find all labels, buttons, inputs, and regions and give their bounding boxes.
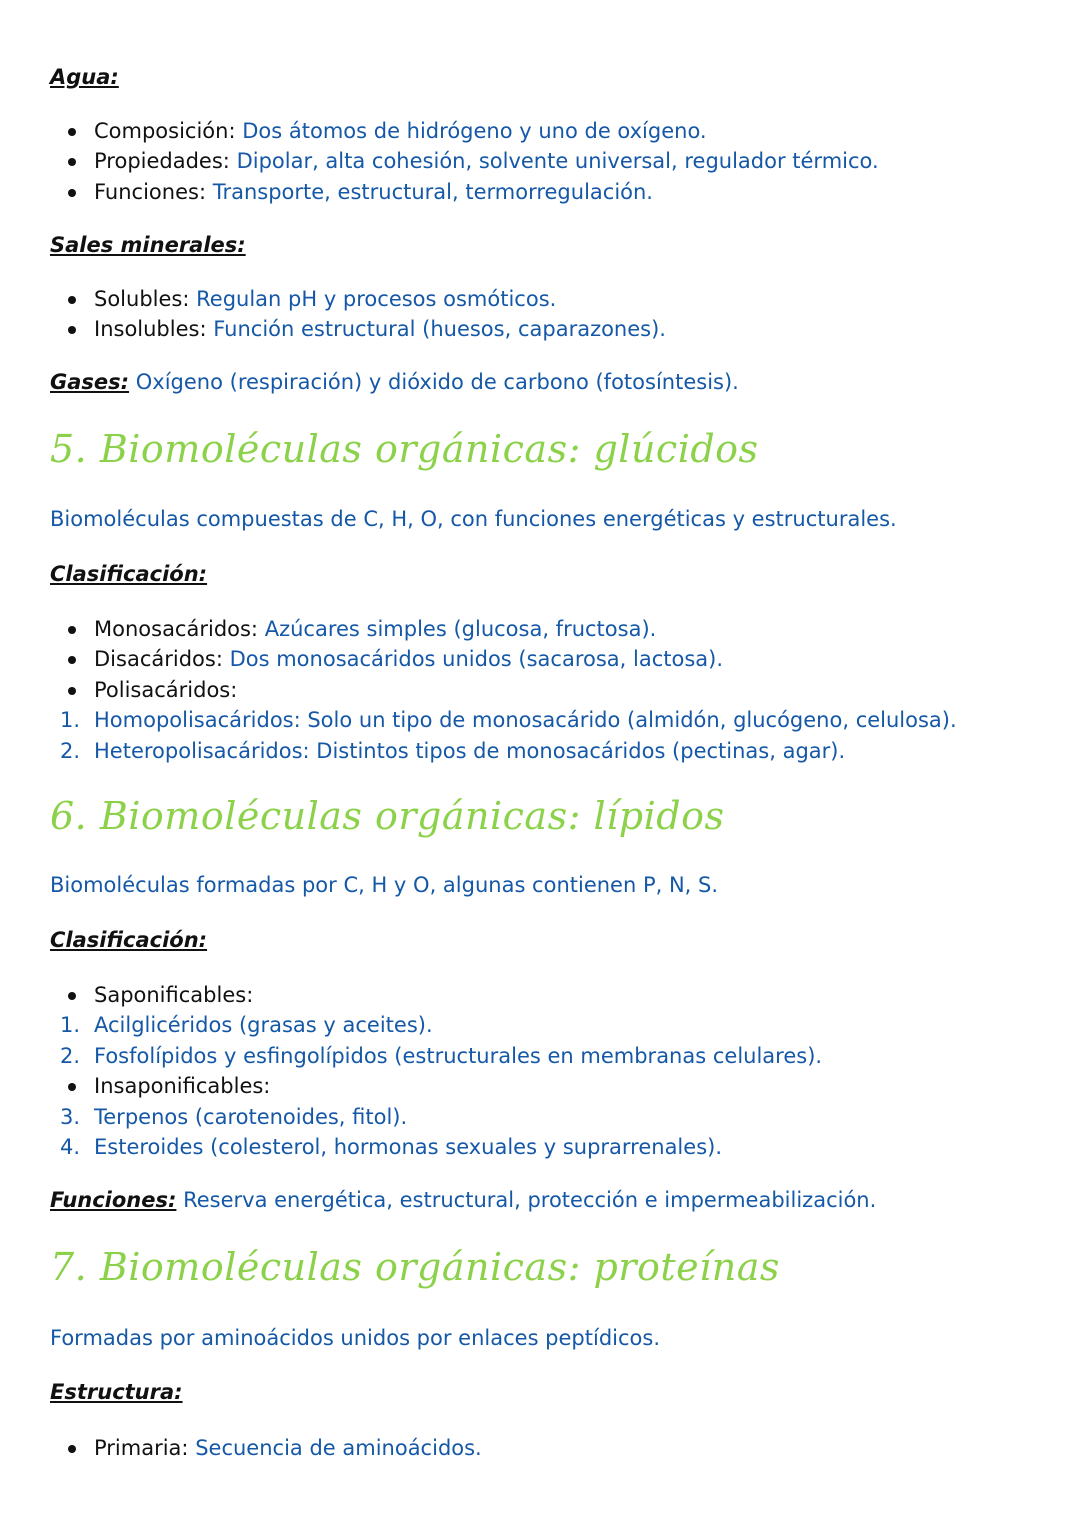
item-key: Disacáridos: xyxy=(94,647,223,672)
item-text: Fosfolípidos y esfingolípidos (estructurales en membranas celulares). xyxy=(94,1043,823,1068)
section-6-class-label-block xyxy=(50,925,1040,955)
list-item xyxy=(50,284,1040,314)
item-text: Acilglicéridos (grasas y aceites). xyxy=(94,1013,433,1038)
section-6-list xyxy=(50,980,1040,1162)
item-key: Saponificables: xyxy=(94,983,254,1007)
salts-list xyxy=(50,284,1040,345)
list-item xyxy=(50,980,1040,1010)
item-number: 1. xyxy=(60,708,81,733)
water-list xyxy=(50,116,1040,207)
list-item xyxy=(50,1132,1040,1162)
list-item xyxy=(50,614,1040,644)
gases-label: Gases: xyxy=(50,370,130,394)
item-text: Esteroides (colesterol, hormonas sexuales y suprarrenales). xyxy=(94,1135,723,1160)
item-key: Solubles: xyxy=(94,287,190,311)
list-item xyxy=(50,644,1040,674)
list-item xyxy=(50,1041,1040,1071)
list-item xyxy=(50,1433,1040,1463)
salts-label-block xyxy=(50,230,1040,260)
item-value: Azúcares simples (glucosa, fructosa). xyxy=(264,617,657,641)
item-value: Transporte, estructural, termorregulación. xyxy=(212,179,653,204)
list-item xyxy=(50,177,1040,207)
section-7-heading: 7. Biomoléculas orgánicas: proteínas xyxy=(50,1245,780,1289)
item-key: Polisacáridos: xyxy=(94,677,238,702)
item-number: 1. xyxy=(60,1013,81,1038)
section-5-heading: 5. Biomoléculas orgánicas: glúcidos xyxy=(50,427,759,471)
item-key: Composición: xyxy=(94,119,236,143)
item-text: Terpenos (carotenoides, fitol). xyxy=(94,1104,408,1129)
item-text: Homopolisacáridos: Solo un tipo de monosacárido (almidón, glucógeno, celulosa). xyxy=(94,708,957,733)
gases-paragraph xyxy=(50,367,1040,397)
item-number: 4. xyxy=(60,1135,81,1160)
item-value: Función estructural (huesos, caparazones). xyxy=(213,317,666,342)
section-6-heading: 6. Biomoléculas orgánicas: lípidos xyxy=(50,794,725,838)
item-value: Dipolar, alta cohesión, solvente universal, regulador térmico. xyxy=(236,149,879,174)
item-value: Regulan pH y procesos osmóticos. xyxy=(196,287,557,311)
section-7-struct-label: Estructura: xyxy=(50,1380,183,1404)
list-item xyxy=(50,675,1040,705)
list-item xyxy=(50,314,1040,344)
water-label: Agua: xyxy=(50,65,119,89)
functions-text: Reserva energética, estructural, protección e impermeabilización. xyxy=(183,1188,877,1212)
item-number: 2. xyxy=(60,1043,81,1068)
list-item xyxy=(50,705,1040,735)
section-6-intro: Biomoléculas formadas por C, H y O, algunas contienen P, N, S. xyxy=(50,873,719,897)
section-6-functions xyxy=(50,1185,1040,1215)
item-key: Monosacáridos: xyxy=(94,617,259,641)
section-5-list xyxy=(50,614,1040,766)
section-5-class-label: Clasificación: xyxy=(50,562,208,586)
item-key: Funciones: xyxy=(94,179,207,204)
water-label-block xyxy=(50,62,1040,92)
item-value: Dos monosacáridos unidos (sacarosa, lactosa). xyxy=(229,647,724,672)
list-item xyxy=(50,1102,1040,1132)
section-5-intro: Biomoléculas compuestas de C, H, O, con funciones energéticas y estructurales. xyxy=(50,507,897,531)
list-item xyxy=(50,146,1040,176)
section-7-struct-label-block xyxy=(50,1377,1040,1407)
item-value: Secuencia de aminoácidos. xyxy=(195,1436,482,1460)
item-key: Primaria: xyxy=(94,1436,189,1460)
list-item xyxy=(50,736,1040,766)
item-key: Insaponificables: xyxy=(94,1074,271,1099)
item-value: Dos átomos de hidrógeno y uno de oxígeno. xyxy=(242,119,707,143)
item-key: Propiedades: xyxy=(94,149,230,174)
salts-label: Sales minerales: xyxy=(50,233,246,257)
item-key: Insolubles: xyxy=(94,317,207,342)
section-5-class-label-block xyxy=(50,559,1040,589)
item-text: Heteropolisacáridos: Distintos tipos de monosacáridos (pectinas, agar). xyxy=(94,738,846,763)
list-item xyxy=(50,116,1040,146)
section-7-list xyxy=(50,1433,1040,1463)
list-item xyxy=(50,1010,1040,1040)
gases-text: Oxígeno (respiración) y dióxido de carbono (fotosíntesis). xyxy=(135,370,739,394)
item-number: 2. xyxy=(60,738,81,763)
functions-label: Funciones: xyxy=(50,1188,177,1212)
list-item xyxy=(50,1071,1040,1101)
item-number: 3. xyxy=(60,1104,81,1129)
section-7-intro: Formadas por aminoácidos unidos por enlaces peptídicos. xyxy=(50,1326,661,1350)
section-6-class-label: Clasificación: xyxy=(50,928,208,952)
